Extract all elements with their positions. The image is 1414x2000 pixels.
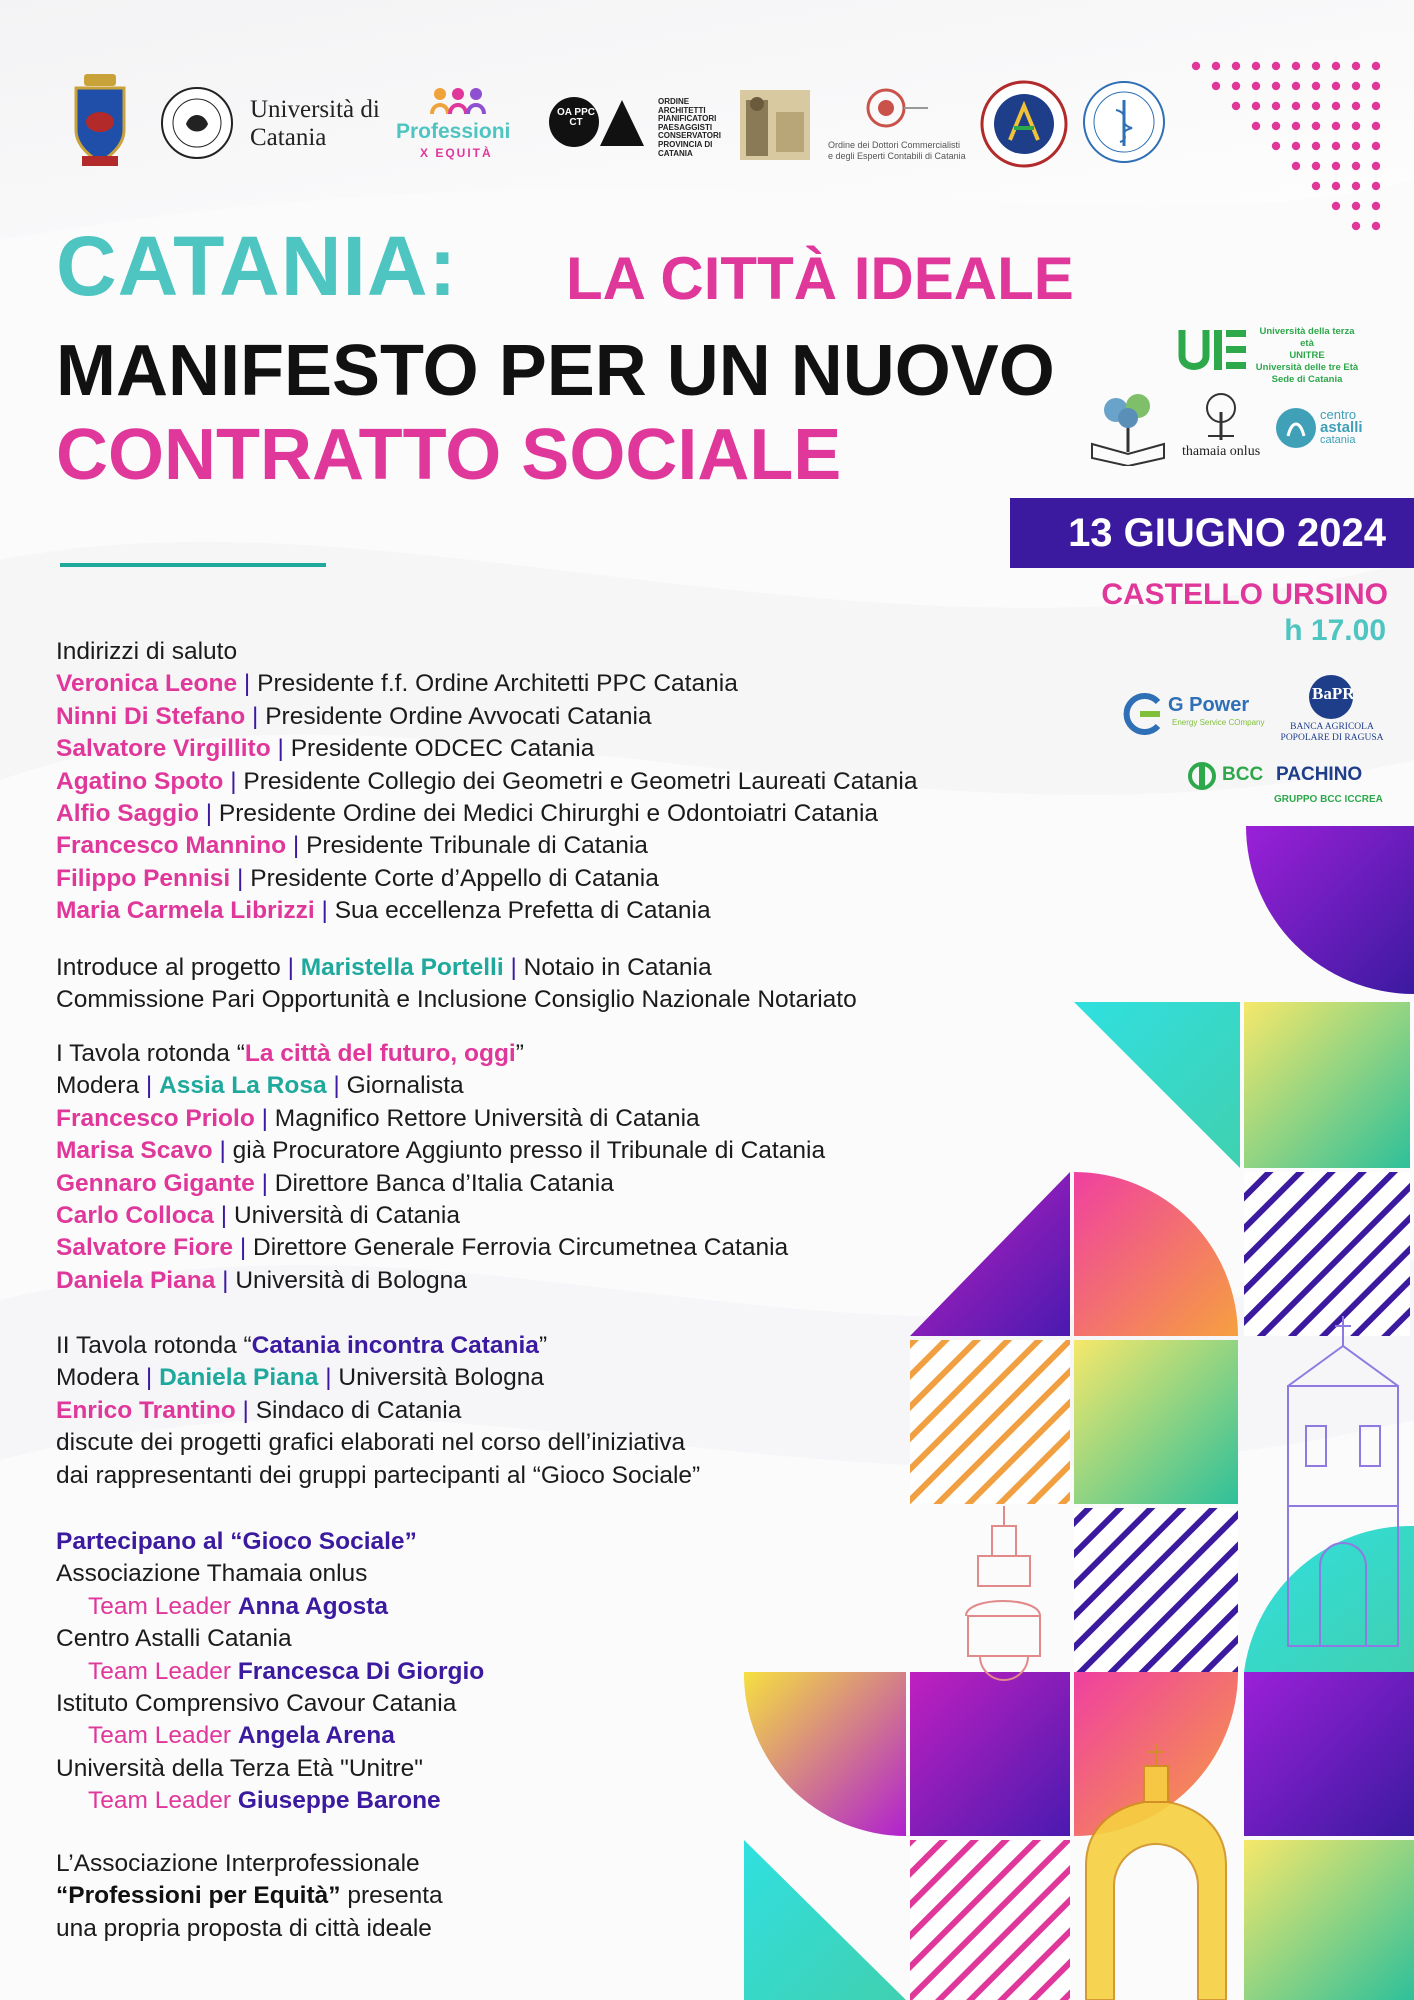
- saluti-role: Sua eccellenza Prefetta di Catania: [334, 897, 711, 925]
- team-leader-name: Angela Arena: [237, 1722, 395, 1750]
- decor-dot: [1292, 102, 1300, 110]
- title-contratto-sociale: CONTRATTO SOCIALE: [56, 415, 842, 495]
- saluti-name: Alfio Saggio: [56, 799, 199, 827]
- saluti-name: Francesco Mannino: [56, 832, 287, 860]
- separator: |: [222, 1266, 229, 1294]
- tavola2-desc-1: discute dei progetti grafici elaborati nel corso dell’iniziativa: [56, 1429, 686, 1457]
- event-venue: CASTELLO URSINO: [1101, 578, 1388, 611]
- saluti-role: Presidente f.f. Ordine Architetti PPC Catania: [257, 670, 738, 698]
- tavola1-name: Gennaro Gigante: [56, 1169, 255, 1197]
- decor-dot: [1312, 142, 1320, 150]
- decor-dot: [1312, 62, 1320, 70]
- team-leader-label: Team Leader: [88, 1592, 232, 1620]
- decor-dot: [1292, 122, 1300, 130]
- astalli-logo-icon: [1274, 406, 1318, 450]
- tavola2-desc-2: dai rappresentanti dei gruppi partecipanti al “Gioco Sociale”: [56, 1461, 701, 1489]
- event-hour: h 17.00: [1284, 614, 1386, 647]
- tavola1-list: [56, 1103, 825, 1297]
- gpower-name: G Power: [1168, 694, 1250, 716]
- title-catania: CATANIA:: [56, 219, 458, 313]
- separator: |: [252, 702, 259, 730]
- gpower-swoosh-icon: [1118, 692, 1164, 736]
- tavola1-role: Direttore Banca d’Italia Catania: [274, 1169, 614, 1197]
- decor-dot: [1372, 102, 1380, 110]
- tavola1-name: Marisa Scavo: [56, 1137, 213, 1165]
- catania-crest-icon: [70, 70, 130, 168]
- separator: |: [243, 670, 251, 698]
- decor-dot: [1212, 62, 1220, 70]
- intro-name: Maristella Portelli: [300, 954, 504, 981]
- bcc-logo-icon: [1188, 762, 1216, 790]
- tavola1-name: Daniela Piana: [56, 1266, 216, 1294]
- decor-dot: [1332, 202, 1340, 210]
- decor-dot: [1312, 122, 1320, 130]
- decor-dot: [1332, 102, 1340, 110]
- team-leader-name: Anna Agosta: [237, 1592, 389, 1620]
- saluti-item: [56, 766, 918, 798]
- decor-dot: [1372, 162, 1380, 170]
- odcec-caption: Ordine dei Dottori Commercialisti e degli Esperti Contabili di Catania: [828, 140, 966, 161]
- team-leader-label: Team Leader: [88, 1657, 232, 1685]
- decor-dot: [1232, 82, 1240, 90]
- unitre-logo-icon: [1178, 326, 1250, 374]
- decor-dot: [1372, 82, 1380, 90]
- title-citta-ideale: LA CITTÀ IDEALE: [566, 245, 1074, 312]
- decor-dot: [1332, 82, 1340, 90]
- saluti-item: [56, 895, 918, 927]
- bapr-caption: BANCA AGRICOLA POPOLARE DI RAGUSA: [1280, 722, 1384, 743]
- title-manifesto: MANIFESTO PER UN NUOVO: [56, 331, 1055, 411]
- decor-dot: [1372, 182, 1380, 190]
- gioco-team-leader: [56, 1656, 484, 1688]
- tavola2-moderator: Modera | Daniela Piana | Università Bologna: [56, 1364, 545, 1392]
- gioco-team-leader: [56, 1720, 484, 1752]
- saluti-role: Presidente Tribunale di Catania: [306, 832, 648, 860]
- saluti-name: Maria Carmela Librizzi: [56, 897, 315, 925]
- separator: |: [239, 1234, 247, 1262]
- separator: |: [220, 1201, 228, 1229]
- professioni-logo-name: Professioni: [396, 120, 511, 143]
- decor-dot: [1352, 122, 1360, 130]
- closing-line-3: una propria proposta di città ideale: [56, 1914, 432, 1942]
- decor-dot: [1272, 122, 1280, 130]
- separator: |: [230, 767, 237, 795]
- tavola1-role: Direttore Generale Ferrovia Circumetnea Catania: [253, 1234, 789, 1262]
- saluti-role: Presidente Collegio dei Geometri e Geometri Laureati Catania: [243, 767, 918, 795]
- gioco-section: [56, 1526, 484, 1818]
- saluti-role: Presidente Corte d’Appello di Catania: [250, 864, 659, 892]
- decor-dot: [1352, 102, 1360, 110]
- saluti-heading: Indirizzi di saluto: [56, 638, 238, 665]
- saluti-item: [56, 798, 918, 830]
- oappc-caption: ORDINE ARCHITETTI PIANIFICATORI PAESAGGISTI CONSERVATORI PROVINCIA DI CATANIA: [658, 97, 721, 158]
- separator: |: [292, 832, 300, 860]
- dot-pattern-decoration: [1190, 60, 1390, 250]
- closing-line-1: L’Associazione Interprofessionale: [56, 1850, 420, 1877]
- university-seal-icon: [160, 86, 234, 160]
- intro-line-2: Commissione Pari Opportunità e Inclusione Consiglio Nazionale Notariato: [56, 986, 857, 1014]
- astalli-caption: centro astalli catania: [1320, 407, 1363, 446]
- decor-dot: [1352, 62, 1360, 70]
- saluti-name: Filippo Pennisi: [56, 864, 231, 892]
- saluti-role: Presidente Ordine dei Medici Chirurghi e Odontoiatri Catania: [218, 799, 879, 827]
- tavola1-role: Università di Catania: [233, 1201, 460, 1229]
- professioni-logo-sub: X EQUITÀ: [420, 146, 493, 160]
- decor-dot: [1332, 142, 1340, 150]
- decor-dot: [1352, 142, 1360, 150]
- gioco-org: Università della Terza Età "Unitre": [56, 1754, 423, 1782]
- decor-dot: [1332, 62, 1340, 70]
- decor-dot: [1352, 182, 1360, 190]
- gioco-heading: Partecipano al “Gioco Sociale”: [56, 1528, 417, 1555]
- decor-dot: [1352, 82, 1360, 90]
- odcec-emblem-icon: [860, 86, 930, 132]
- saluti-item: [56, 830, 918, 862]
- decor-dot: [1312, 82, 1320, 90]
- decor-dot: [1372, 62, 1380, 70]
- decor-dot: [1232, 102, 1240, 110]
- university-name: Università di Catania: [250, 96, 380, 151]
- decor-dot: [1332, 162, 1340, 170]
- tavola1-name: Carlo Colloca: [56, 1201, 214, 1229]
- tavola1-name: Francesco Priolo: [56, 1104, 255, 1132]
- tavola1-section: [56, 1038, 825, 1297]
- decor-dot: [1272, 142, 1280, 150]
- tavola1-item: [56, 1232, 825, 1264]
- bapr-mark: BaPR: [1312, 684, 1355, 703]
- gpower-sub: Energy Service COmpany: [1172, 718, 1265, 727]
- decor-dot: [1372, 222, 1380, 230]
- title-underline: [60, 563, 326, 567]
- decor-dot: [1312, 162, 1320, 170]
- decor-dot: [1292, 82, 1300, 90]
- separator: |: [277, 735, 284, 763]
- event-date: 13 GIUGNO 2024: [1010, 498, 1414, 568]
- decor-dot: [1332, 122, 1340, 130]
- book-tree-logo-icon: [1086, 392, 1170, 466]
- pachino-name: PACHINO: [1276, 764, 1363, 785]
- gioco-team-leader: [56, 1785, 484, 1817]
- tavola1-role: Magnifico Rettore Università di Catania: [274, 1104, 700, 1132]
- tavola2-guest: Enrico Trantino | Sindaco di Catania: [56, 1396, 462, 1424]
- gioco-org: Associazione Thamaia onlus: [56, 1560, 368, 1588]
- thamaia-tree-icon: [1196, 392, 1246, 442]
- unitre-caption: Università della terza età UNITRE Università delle tre Età Sede di Catania: [1255, 326, 1359, 385]
- saluti-item: [56, 733, 918, 765]
- intro-section: [56, 952, 857, 1017]
- decor-dot: [1232, 62, 1240, 70]
- tavola1-item: [56, 1103, 825, 1135]
- decor-dot: [1252, 102, 1260, 110]
- closing-line-2: “Professioni per Equità” presenta: [56, 1882, 443, 1910]
- separator: |: [219, 1137, 226, 1165]
- team-leader-label: Team Leader: [88, 1722, 232, 1750]
- decor-dot: [1352, 202, 1360, 210]
- professioni-people-icon: [428, 86, 488, 116]
- geometri-seal-icon: [980, 80, 1068, 168]
- decor-dot: [1312, 182, 1320, 190]
- medici-seal-icon: [1082, 80, 1166, 164]
- tavola1-heading: I Tavola rotonda “La città del futuro, oggi”: [56, 1040, 524, 1067]
- separator: |: [237, 864, 244, 892]
- tavola1-item: [56, 1135, 825, 1167]
- tavola1-item: [56, 1265, 825, 1297]
- saluti-section: [56, 636, 918, 928]
- decor-dot: [1252, 62, 1260, 70]
- closing-section: [56, 1848, 443, 1945]
- decor-dot: [1252, 122, 1260, 130]
- saluti-list: [56, 668, 918, 927]
- team-leader-name: Francesca Di Giorgio: [237, 1657, 485, 1685]
- decor-dot: [1192, 62, 1200, 70]
- bcc-name: BCC: [1222, 764, 1264, 785]
- decor-dot: [1352, 162, 1360, 170]
- decor-dot: [1212, 82, 1220, 90]
- decor-dot: [1312, 102, 1320, 110]
- tavola1-role: Università di Bologna: [235, 1266, 467, 1294]
- tavola1-role: già Procuratore Aggiunto presso il Tribunale di Catania: [232, 1137, 826, 1165]
- tavola2-heading: II Tavola rotonda “Catania incontra Catania”: [56, 1332, 548, 1359]
- tavola1-item: [56, 1200, 825, 1232]
- gioco-org: Istituto Comprensivo Cavour Catania: [56, 1689, 457, 1717]
- decor-dot: [1372, 202, 1380, 210]
- gioco-list: [56, 1558, 484, 1817]
- tavola2-section: [56, 1330, 700, 1492]
- decor-dot: [1272, 82, 1280, 90]
- team-leader-name: Giuseppe Barone: [237, 1787, 441, 1815]
- decor-dot: [1272, 62, 1280, 70]
- gioco-org: Centro Astalli Catania: [56, 1625, 292, 1653]
- bcc-group: GRUPPO BCC ICCREA: [1274, 794, 1383, 805]
- decor-dot: [1252, 82, 1260, 90]
- separator: |: [261, 1169, 268, 1197]
- thamaia-caption: thamaia onlus: [1182, 444, 1261, 459]
- saluti-name: Agatino Spoto: [56, 767, 224, 795]
- tavola1-name: Salvatore Fiore: [56, 1234, 234, 1262]
- decor-dot: [1292, 162, 1300, 170]
- decor-dot: [1332, 182, 1340, 190]
- decor-dot: [1372, 142, 1380, 150]
- separator: |: [261, 1104, 268, 1132]
- saluti-role: Presidente ODCEC Catania: [290, 735, 595, 763]
- team-leader-label: Team Leader: [88, 1787, 232, 1815]
- painting-thumbnail-icon: [740, 90, 810, 160]
- saluti-name: Salvatore Virgillito: [56, 735, 271, 763]
- tavola1-moderator: Modera | Assia La Rosa | Giornalista: [56, 1072, 464, 1100]
- saluti-item: [56, 701, 918, 733]
- saluti-item: [56, 863, 918, 895]
- decor-dot: [1352, 222, 1360, 230]
- oappc-mark-text: OA PPC CT: [557, 107, 595, 128]
- separator: |: [205, 799, 213, 827]
- gioco-team-leader: [56, 1591, 484, 1623]
- decor-dot: [1272, 102, 1280, 110]
- saluti-role: Presidente Ordine Avvocati Catania: [265, 702, 652, 730]
- separator: |: [321, 897, 328, 925]
- saluti-name: Ninni Di Stefano: [56, 702, 246, 730]
- saluti-item: [56, 668, 918, 700]
- intro-line-1: Introduce al progetto | Maristella Portelli | Notaio in Catania: [56, 954, 712, 981]
- decor-dot: [1372, 122, 1380, 130]
- tavola1-item: [56, 1168, 825, 1200]
- saluti-name: Veronica Leone: [56, 670, 238, 698]
- decor-dot: [1292, 142, 1300, 150]
- decor-dot: [1292, 62, 1300, 70]
